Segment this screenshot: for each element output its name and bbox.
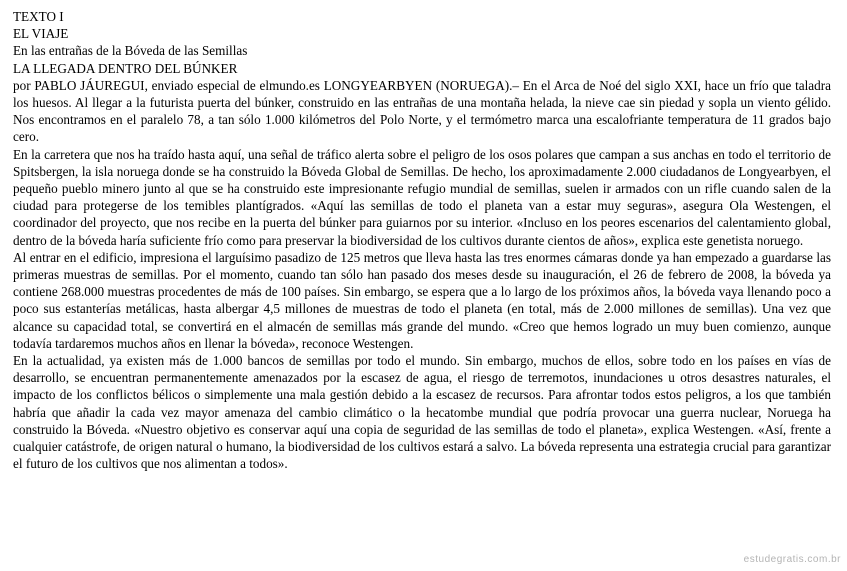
document-page xyxy=(13,8,831,472)
body-paragraph: En la actualidad, ya existen más de 1.000 bancos de semillas por todo el mundo. Sin embargo, muchos de ellos, sobre todo en los países en vías de desarrollo, se encuentran permanentemente amenazados por la escasez de agua, el riesgo de terremotos, inundaciones u otros desastres naturales, el impacto de los conflictos bélicos o simplemente una mala gestión debido a la escasez de recursos. Para afrontar todos estos peligros, a los que también habría que añadir la cada vez mayor amenaza del cambio climático o la hecatombe mundial que podría provocar una guerra nuclear, Noruega ha construido la Bóveda. «Nuestro objetivo es conservar aquí una copia de seguridad de las semillas de todo el planeta», explica Westengen. «Así, frente a cualquier catástrofe, de origen natural o humano, la biodiversidad de los cultivos estará a salvo. La bóveda representa una estrategia crucial para garantizar el futuro de los cultivos que nos alimentan a todos». xyxy=(13,353,831,472)
byline-paragraph: por PABLO JÁUREGUI, enviado especial de elmundo.es LONGYEARBYEN (NORUEGA).– En el Arca de Noé del siglo XXI, hace un frío que taladra los huesos. Al llegar a la futurista puerta del búnker, construido en las entrañas de una montaña helada, la nieve cae sin piedad y sopla un viento gélido. Nos encontramos en el paralelo 78, a tan sólo 1.000 kilómetros del Polo Norte, y el termómetro marca una escalofriante temperatura de 11 grados bajo cero. xyxy=(13,77,831,145)
body-paragraph: En la carretera que nos ha traído hasta aquí, una señal de tráfico alerta sobre el peligro de los osos polares que campan a sus anchas en todo el territorio de Spitsbergen, la isla noruega donde se ha construido la Bóveda Global de Semillas. De hecho, los aproximadamente 2.000 ciudadanos de Longyearbyen, el pequeño pueblo minero junto al que se ha construido este impresionante refugio mundial de semillas, suelen ir armados con un rifle cuando salen de la ciudad para protegerse de los temibles plantígrados. «Aquí las semillas de todo el planeta van a estar muy seguras», asegura Ola Westengen, el coordinador del proyecto, que nos recibe en la puerta del búnker para guiarnos por su interior. «Incluso en los peores escenarios del calentamiento global, dentro de la bóveda haría suficiente frío como para preservar la biodiversidad de los cultivos durante cientos de años», explica este genetista noruego. xyxy=(13,146,831,248)
section-title: EL VIAJE xyxy=(13,26,69,42)
text-label: TEXTO I xyxy=(13,9,64,24)
headline: LA LLEGADA DENTRO DEL BÚNKER xyxy=(13,60,238,76)
watermark: estudegratis.com.br xyxy=(743,554,841,565)
subtitle: En las entrañas de la Bóveda de las Semillas xyxy=(13,43,248,59)
body-paragraph: Al entrar en el edificio, impresiona el larguísimo pasadizo de 125 metros que lleva hasta las tres enormes cámaras donde ya han empezado a guardarse las primeras muestras de semillas. Por el momento, cuando tan sólo han pasado dos meses desde su inauguración, el 26 de febrero de 2008, la bóveda ya contiene 268.000 muestras procedentes de más de 100 países. Sin embargo, se espera que a lo largo de los próximos años, la bóveda vaya llenando poco a poco sus estanterías metálicas, hasta albergar 4,5 millones de muestras de todo el planeta (en total, más de 2.000 millones de semillas). Una vez que alcance su capacidad total, se convertirá en el almacén de semillas más grande del mundo. «Creo que hemos logrado un muy buen comienzo, aunque todavía tardaremos muchos años en llenar la bóveda», reconoce Westengen. xyxy=(13,249,831,351)
